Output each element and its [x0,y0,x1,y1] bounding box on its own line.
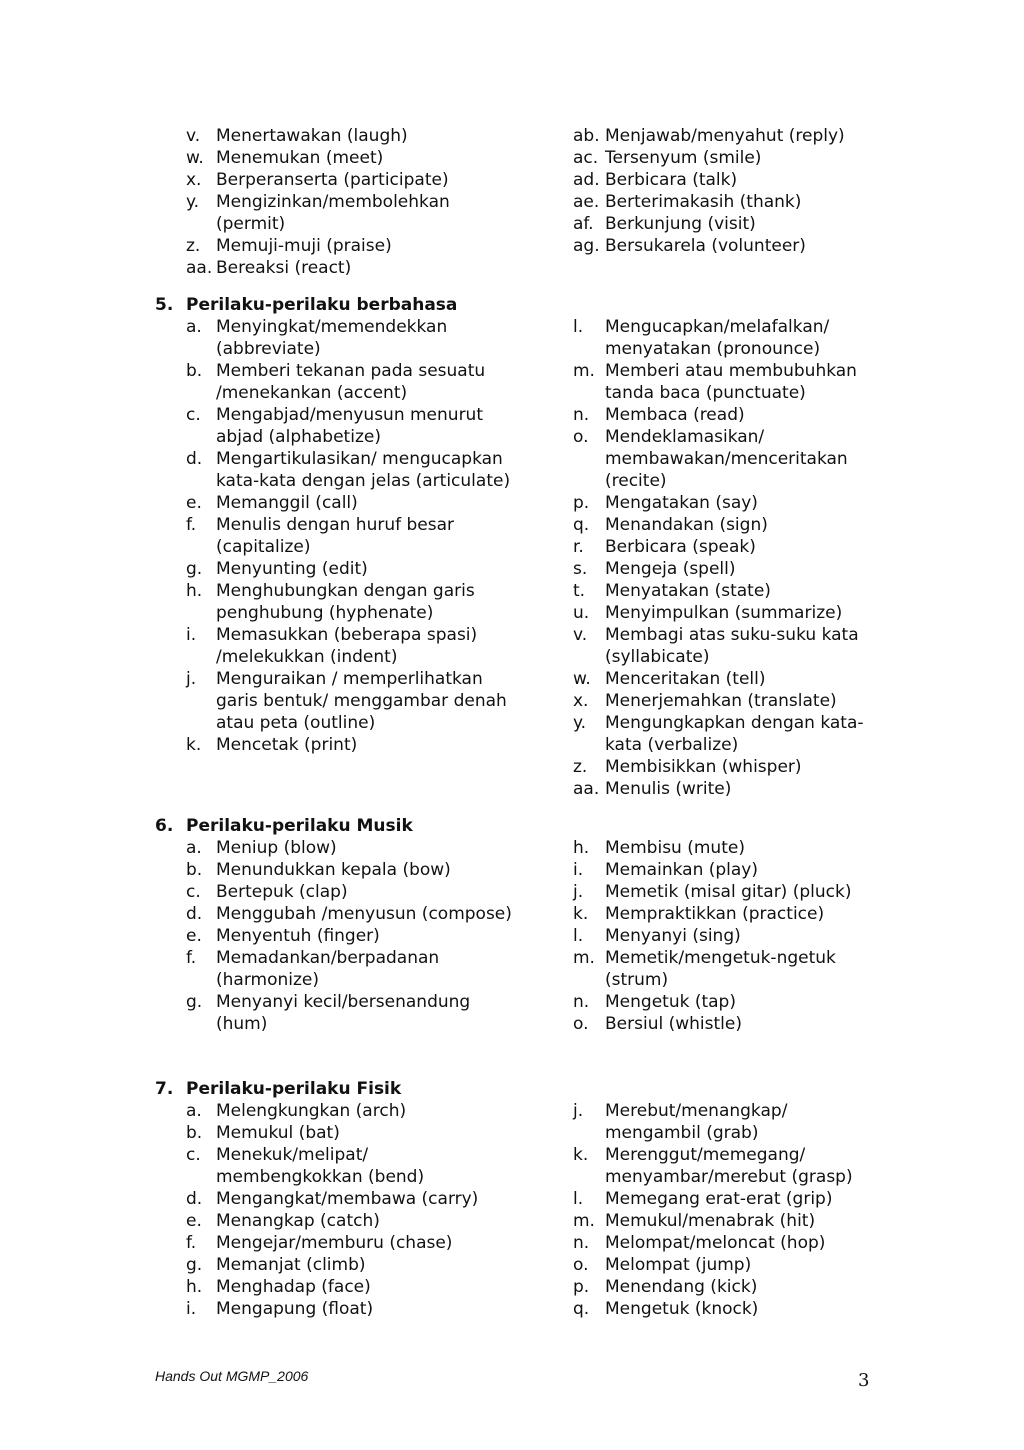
section-number: 7. [155,1079,174,1099]
item-marker: d. [186,449,203,469]
item-text: Berterimakasih (thank) [605,192,802,212]
list-item [573,404,873,426]
item-marker: t. [573,581,586,601]
list-item [573,1188,873,1210]
list-item [186,1122,516,1144]
list-item [573,602,873,624]
item-text: Melompat/meloncat (hop) [605,1233,826,1253]
list-item [186,859,516,881]
list-item [573,235,873,257]
item-text: Memetik/mengetuk-ngetuk (strum) [605,948,836,990]
list-section6-left [186,837,516,1035]
item-marker: g. [186,559,203,579]
item-text: Tersenyum (smile) [605,148,762,168]
list-item [186,1210,516,1232]
section-number: 6. [155,816,174,836]
item-text: Mengeja (spell) [605,559,736,579]
list-item [573,558,873,580]
item-marker: n. [573,1233,590,1253]
section-heading: Perilaku-perilaku berbahasa [186,295,458,315]
item-marker: h. [186,581,203,601]
list-item [186,404,516,448]
list-item [186,235,516,257]
item-text: Memukul (bat) [216,1123,340,1143]
list-item [186,1298,516,1320]
item-text: Menendang (kick) [605,1277,758,1297]
item-text: Menangkap (catch) [216,1211,380,1231]
item-marker: y. [573,713,587,733]
list-item [186,558,516,580]
item-text: Menulis (write) [605,779,732,799]
item-text: Memanggil (call) [216,493,358,513]
item-marker: k. [573,904,589,924]
item-marker: q. [573,515,590,535]
item-marker: e. [186,493,202,513]
item-text: Menulis dengan huruf besar (capitalize) [216,515,455,557]
section-title-6 [155,815,413,837]
list-item [573,624,873,668]
list-section7-left [186,1100,516,1320]
list-item [573,191,873,213]
item-text: Mempraktikkan (practice) [605,904,825,924]
item-text: Mengungkapkan dengan kata-kata (verbalize) [605,713,864,755]
item-text: Menguraikan / memperlihatkan garis bentuk/ menggambar denah atau peta (outline) [216,669,507,733]
list-item [573,837,873,859]
item-marker: r. [573,537,584,557]
list-top-right [573,125,873,257]
list-item [573,316,873,360]
page-number: 3 [858,1370,870,1391]
list-item [573,1210,873,1232]
list-section7-right [573,1100,873,1320]
item-text: Membagi atas suku-suku kata (syllabicate) [605,625,859,667]
item-marker: b. [186,361,203,381]
list-item [573,1144,873,1188]
item-text: Menggubah /menyusun (compose) [216,904,512,924]
list-item [573,991,873,1013]
item-text: Memainkan (play) [605,860,758,880]
list-item [573,213,873,235]
item-text: Menyentuh (finger) [216,926,380,946]
item-marker: h. [186,1277,203,1297]
item-text: Membaca (read) [605,405,745,425]
item-marker: f. [186,515,197,535]
list-item [186,448,516,492]
item-marker: p. [573,493,590,513]
item-marker: ag. [573,236,600,256]
list-item [573,536,873,558]
list-item [186,257,516,279]
item-marker: ac. [573,148,599,168]
list-item [573,778,873,800]
list-item [186,580,516,624]
item-marker: i. [186,1299,197,1319]
list-item [186,1276,516,1298]
item-marker: ae. [573,192,600,212]
item-text: Bertepuk (clap) [216,882,348,902]
section-title-5 [155,294,457,316]
item-marker: e. [186,1211,202,1231]
item-text: Mengatakan (say) [605,493,758,513]
list-item [186,734,516,756]
section-number: 5. [155,295,174,315]
item-marker: a. [186,1101,202,1121]
item-text: Berbicara (talk) [605,170,738,190]
item-marker: b. [186,860,203,880]
item-marker: j. [573,1101,584,1121]
list-item [186,903,516,925]
item-text: Mengejar/memburu (chase) [216,1233,453,1253]
item-text: Menyunting (edit) [216,559,368,579]
item-marker: x. [573,691,589,711]
list-item [186,624,516,668]
item-text: Menyanyi (sing) [605,926,741,946]
list-item [573,1232,873,1254]
item-marker: o. [573,1014,589,1034]
item-text: Mengapung (float) [216,1299,374,1319]
list-item [573,947,873,991]
item-marker: c. [186,1145,201,1165]
list-item [573,147,873,169]
item-text: Memegang erat-erat (grip) [605,1189,833,1209]
item-marker: f. [186,948,197,968]
list-item [573,859,873,881]
list-item [573,1254,873,1276]
item-marker: c. [186,405,201,425]
list-item [186,947,516,991]
item-marker: g. [186,992,203,1012]
item-text: Menyanyi kecil/bersenandung (hum) [216,992,471,1034]
item-marker: v. [573,625,588,645]
list-item [186,169,516,191]
item-marker: m. [573,1211,595,1231]
item-text: Merebut/menangkap/ mengambil (grab) [605,1101,788,1143]
item-text: Mengucapkan/melafalkan/ menyatakan (pronounce) [605,317,830,359]
item-text: Memuji-muji (praise) [216,236,392,256]
item-marker: w. [573,669,591,689]
item-text: Memberi tekanan pada sesuatu /menekankan (accent) [216,361,486,403]
list-item [573,712,873,756]
item-marker: n. [573,405,590,425]
item-marker: c. [186,882,201,902]
item-marker: l. [573,926,584,946]
list-item [186,1232,516,1254]
list-item [186,492,516,514]
list-item [186,125,516,147]
list-item [186,837,516,859]
item-marker: p. [573,1277,590,1297]
list-item [573,690,873,712]
item-text: Mengetuk (knock) [605,1299,759,1319]
item-text: Memberi atau membubuhkan tanda baca (punctuate) [605,361,857,403]
list-item [186,925,516,947]
list-item [186,360,516,404]
section-title-7 [155,1078,401,1100]
item-text: Merenggut/memegang/ menyambar/merebut (grasp) [605,1145,853,1187]
item-marker: w. [186,148,204,168]
list-item [573,125,873,147]
list-item [186,881,516,903]
list-item [573,169,873,191]
list-section6-right [573,837,873,1035]
item-marker: ad. [573,170,600,190]
list-item [186,316,516,360]
list-item [573,1276,873,1298]
item-text: Bereaksi (react) [216,258,352,278]
list-item [573,1100,873,1144]
item-marker: o. [573,427,589,447]
item-marker: z. [573,757,588,777]
item-text: Menyatakan (state) [605,581,771,601]
item-text: Berbicara (speak) [605,537,756,557]
footer-label: Hands Out MGMP_2006 [155,1368,309,1384]
list-item [186,1188,516,1210]
item-text: Menjawab/menyahut (reply) [605,126,845,146]
item-text: Mengartikulasikan/ mengucapkan kata-kata dengan jelas (articulate) [216,449,511,491]
item-text: Memanjat (climb) [216,1255,366,1275]
item-marker: j. [186,669,197,689]
item-text: Bersukarela (volunteer) [605,236,806,256]
item-text: Memasukkan (beberapa spasi) /melekukkan (indent) [216,625,478,667]
list-item [573,426,873,492]
list-item [573,360,873,404]
list-item [573,925,873,947]
item-text: Menghubungkan dengan garis penghubung (hyphenate) [216,581,475,623]
list-item [186,1144,516,1188]
item-marker: y. [186,192,200,212]
item-marker: b. [186,1123,203,1143]
item-marker: q. [573,1299,590,1319]
list-item [186,191,516,235]
item-marker: i. [573,860,584,880]
item-text: Mencetak (print) [216,735,358,755]
item-text: Mengabjad/menyusun menurut abjad (alphabetize) [216,405,483,447]
item-text: Memetik (misal gitar) (pluck) [605,882,852,902]
item-text: Mendeklamasikan/ membawakan/menceritakan (recite) [605,427,848,491]
item-text: Menghadap (face) [216,1277,371,1297]
list-item [573,668,873,690]
item-text: Mengizinkan/membolehkan (permit) [216,192,450,234]
section-heading: Perilaku-perilaku Fisik [186,1079,402,1099]
item-text: Mengangkat/membawa (carry) [216,1189,479,1209]
item-marker: aa. [573,779,600,799]
list-section5-left [186,316,516,756]
item-text: Berperanserta (participate) [216,170,449,190]
item-marker: ab. [573,126,600,146]
item-marker: af. [573,214,594,234]
item-marker: e. [186,926,202,946]
item-marker: u. [573,603,590,623]
item-marker: x. [186,170,202,190]
item-marker: v. [186,126,201,146]
list-item [573,756,873,778]
list-item [573,1298,873,1320]
item-marker: k. [573,1145,589,1165]
item-marker: d. [186,904,203,924]
item-marker: n. [573,992,590,1012]
list-item [186,147,516,169]
list-item [573,903,873,925]
list-top-left [186,125,516,279]
item-marker: s. [573,559,588,579]
item-marker: a. [186,838,202,858]
item-text: Menemukan (meet) [216,148,384,168]
item-text: Mengetuk (tap) [605,992,736,1012]
list-item [573,580,873,602]
list-item [573,881,873,903]
item-text: Menekuk/melipat/ membengkokkan (bend) [216,1145,425,1187]
list-item [573,492,873,514]
item-marker: m. [573,948,595,968]
list-item [186,668,516,734]
item-marker: k. [186,735,202,755]
item-text: Menertawakan (laugh) [216,126,408,146]
item-text: Menundukkan kepala (bow) [216,860,451,880]
list-item [186,514,516,558]
item-marker: o. [573,1255,589,1275]
item-marker: g. [186,1255,203,1275]
item-text: Membisikkan (whisper) [605,757,802,777]
item-marker: z. [186,236,201,256]
item-text: Meniup (blow) [216,838,337,858]
item-text: Memadankan/berpadanan (harmonize) [216,948,440,990]
item-text: Membisu (mute) [605,838,745,858]
list-item [573,1013,873,1035]
item-marker: i. [186,625,197,645]
item-text: Menandakan (sign) [605,515,768,535]
item-marker: a. [186,317,202,337]
item-marker: f. [186,1233,197,1253]
item-marker: l. [573,317,584,337]
item-marker: j. [573,882,584,902]
item-text: Berkunjung (visit) [605,214,756,234]
item-text: Menyimpulkan (summarize) [605,603,843,623]
item-marker: aa. [186,258,213,278]
list-item [186,1254,516,1276]
item-marker: d. [186,1189,203,1209]
list-section5-right [573,316,873,800]
item-text: Melompat (jump) [605,1255,752,1275]
list-item [573,514,873,536]
list-item [186,1100,516,1122]
item-text: Bersiul (whistle) [605,1014,742,1034]
item-text: Menceritakan (tell) [605,669,766,689]
item-text: Menyingkat/memendekkan (abbreviate) [216,317,448,359]
section-heading: Perilaku-perilaku Musik [186,816,413,836]
item-marker: m. [573,361,595,381]
item-marker: h. [573,838,590,858]
list-item [186,991,516,1035]
item-text: Memukul/menabrak (hit) [605,1211,816,1231]
item-text: Melengkungkan (arch) [216,1101,407,1121]
item-text: Menerjemahkan (translate) [605,691,837,711]
item-marker: l. [573,1189,584,1209]
